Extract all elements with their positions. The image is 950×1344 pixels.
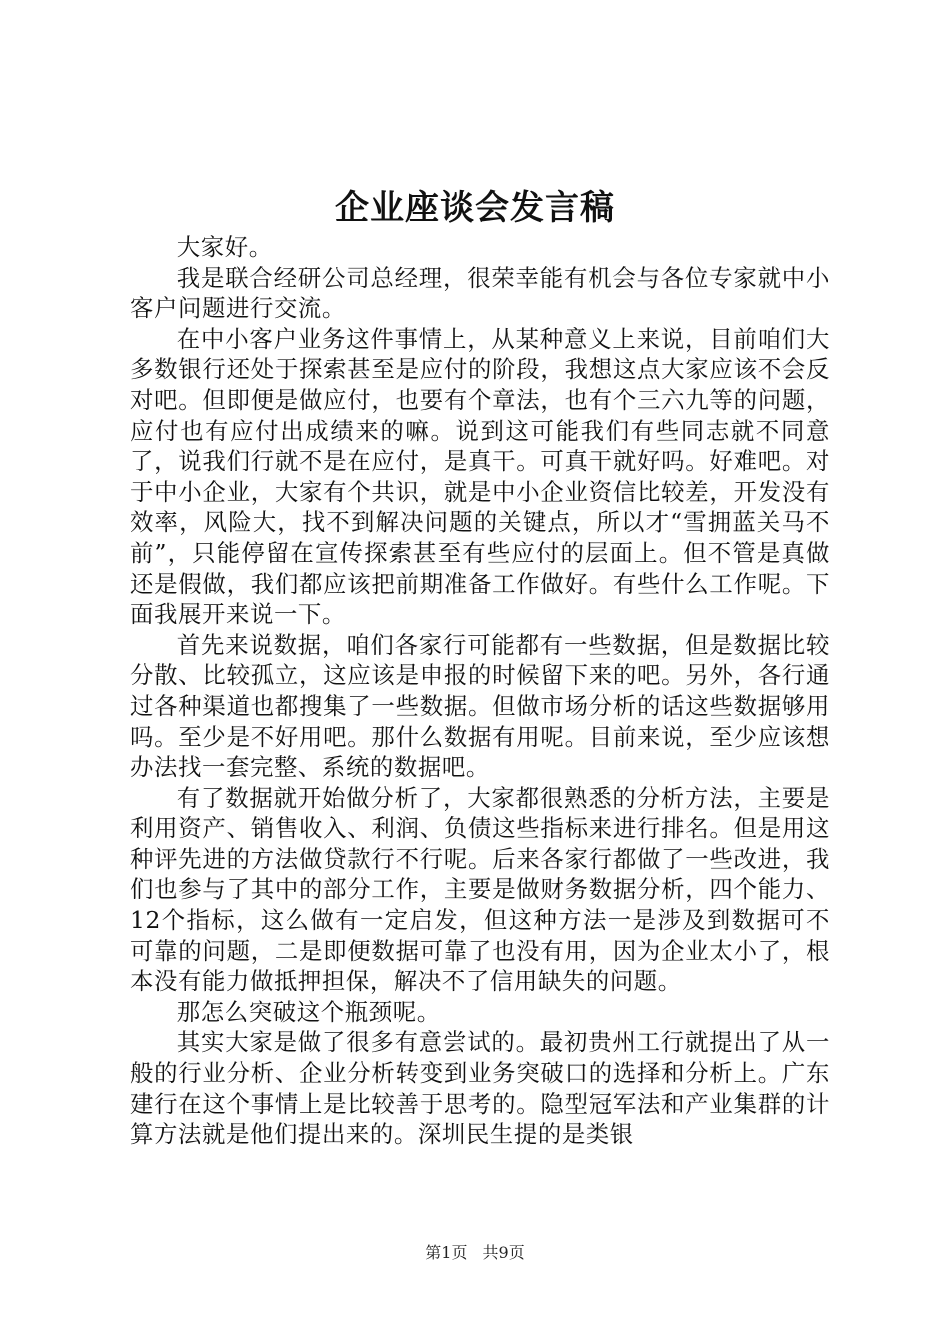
page-footer bbox=[0, 1242, 950, 1264]
document-title: 企业座谈会发言稿 bbox=[335, 188, 615, 228]
document-body bbox=[130, 232, 830, 1150]
page-number: 第1页 bbox=[425, 1243, 468, 1262]
paragraph-greeting: 大家好。 bbox=[176, 233, 273, 261]
page-total: 共9页 bbox=[482, 1243, 525, 1262]
paragraph-question: 那怎么突破这个瓶颈呢。 bbox=[176, 997, 441, 1026]
paragraph-analysis: 有了数据就开始做分析了，大家都很熟悉的分析方法，主要是利用资产、销售收入、利润、负债这些指标来进行排名。但是用这种评先进的方法做贷款行不行呢。后来各家行都做了一些改进，我们也参与了其中的部分工作，主要是做财务数据分析，四个能力、12个指标，这么做有一定启发，但这种方法一是涉及到数据可不可靠的问题，二是即便数据可靠了也没有用，因为企业太小了，根本没有能力做抵押担保，解决不了信用缺失的问题。 bbox=[130, 783, 830, 996]
paragraph-current-situation: 在中小客户业务这件事情上，从某种意义上来说，目前咱们大多数银行还处于探索甚至是应付的阶段，我想这点大家应该不会反对吧。但即便是做应付，也要有个章法，也有个三六九等的问题，应付也有应付出成绩来的嘛。说到这可能我们有些同志就不同意了，说我们行就不是在应付，是真干。可真干就好吗。好难吧。对于中小企业，大家有个共识，就是中小企业资信比较差，开发没有效率，风险大，找不到解决问题的关键点，所以才“雪拥蓝关马不前”，只能停留在宣传探索甚至有些应付的层面上。但不管是真做还是假做，我们都应该把前期准备工作做好。有些什么工作呢。下面我展开来说一下。 bbox=[130, 324, 830, 629]
paragraph-data: 首先来说数据，咱们各家行可能都有一些数据，但是数据比较分散、比较孤立，这应该是申报的时候留下来的吧。另外，各行通过各种渠道也都搜集了一些数据。但做市场分析的话这些数据够用吗。至少是不好用吧。那什么数据有用呢。目前来说，至少应该想办法找一套完整、系统的数据吧。 bbox=[130, 630, 830, 782]
paragraph-attempts: 其实大家是做了很多有意尝试的。最初贵州工行就提出了从一般的行业分析、企业分析转变到业务突破口的选择和分析上。广东建行在这个事情上是比较善于思考的。隐型冠军法和产业集群的计算方法就是他们提出来的。深圳民生提的是类银 bbox=[130, 1028, 830, 1149]
paragraph-introduction: 我是联合经研公司总经理，很荣幸能有机会与各位专家就中小客户问题进行交流。 bbox=[130, 263, 830, 323]
